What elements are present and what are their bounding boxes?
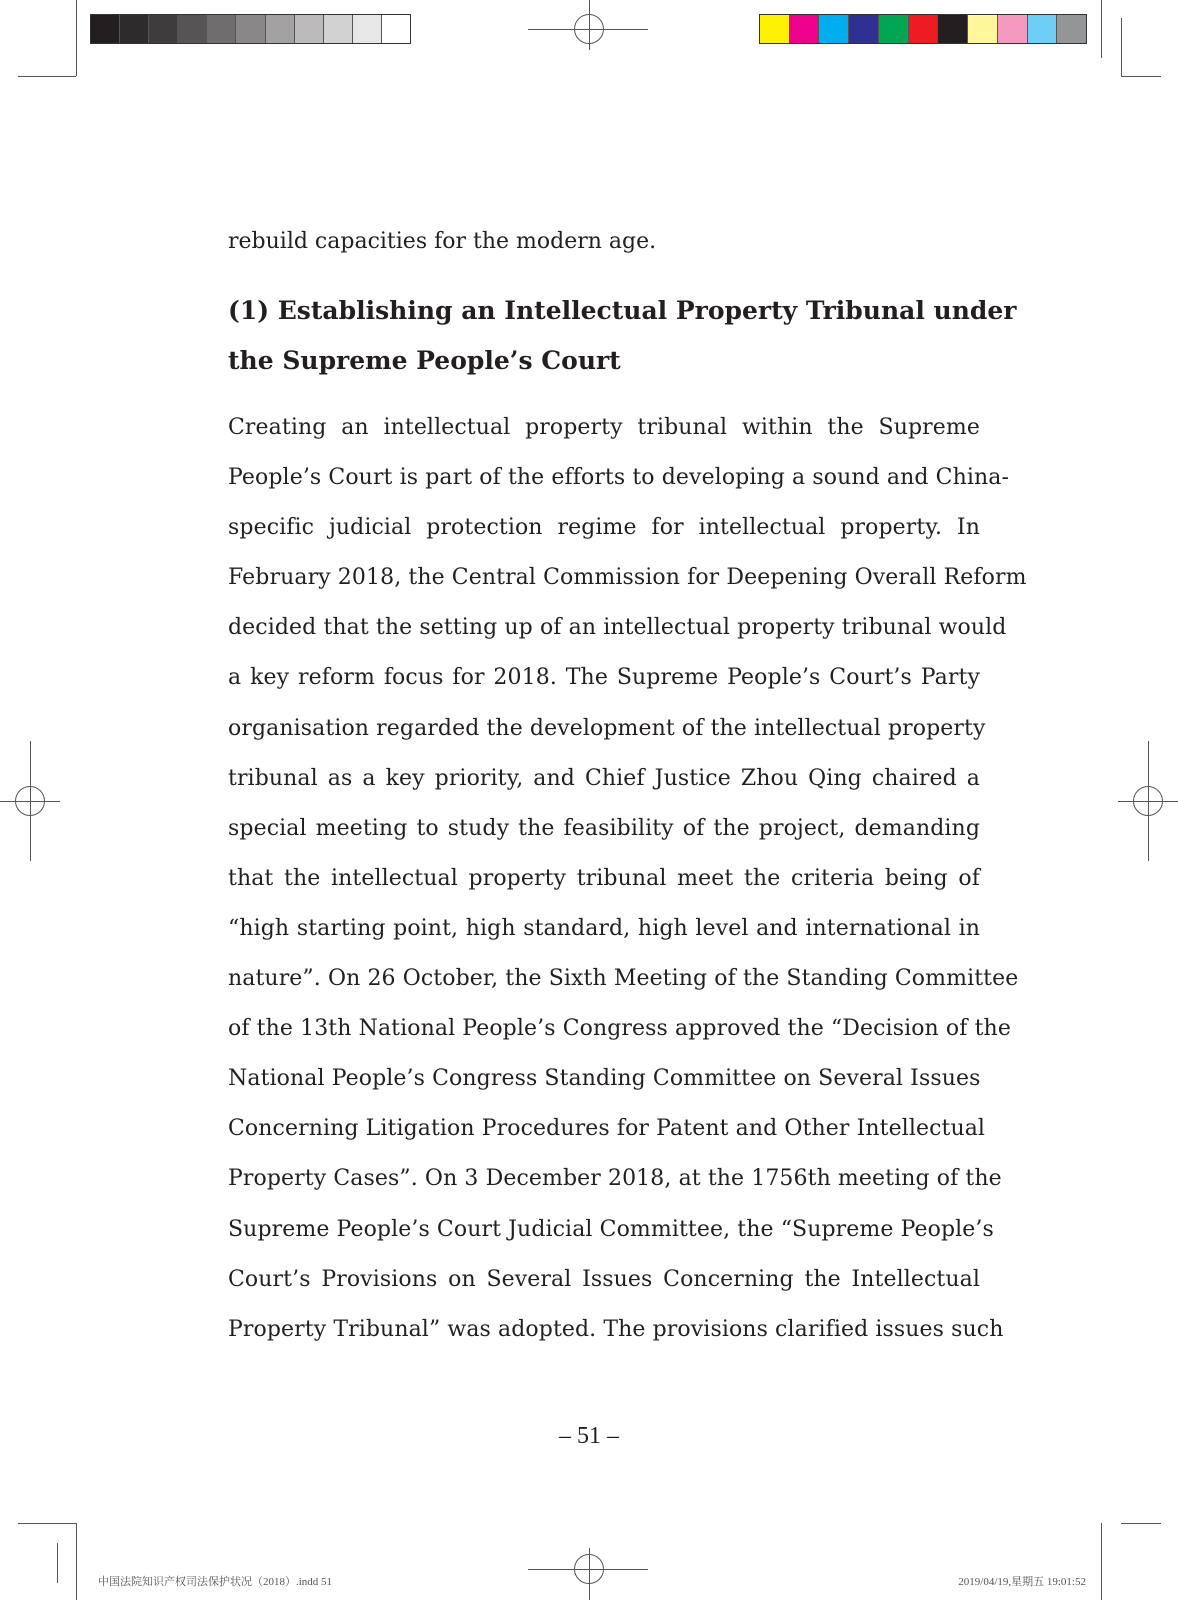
- gray-swatch: [178, 15, 207, 43]
- registration-mark: [30, 741, 31, 861]
- text-line: People’s Court is part of the efforts to developing a sound and China-: [228, 465, 1010, 491]
- text-line: specific judicial protection regime for intellectual property. In: [228, 515, 980, 541]
- color-swatch: [760, 15, 790, 43]
- color-swatch: [1028, 15, 1058, 43]
- process-color-bar: [759, 14, 1087, 44]
- text-line: Supreme People’s Court Judicial Committee, the “Supreme People’s: [228, 1216, 994, 1242]
- crop-mark: [1121, 76, 1161, 77]
- text-line: Property Tribunal” was adopted. The provisions clarified issues such: [228, 1316, 1004, 1342]
- text-line: February 2018, the Central Commission for Deepening Overall Reform: [228, 565, 1027, 591]
- crop-mark: [1121, 1523, 1161, 1524]
- crop-mark: [1121, 18, 1122, 76]
- text-line: that the intellectual property tribunal meet the criteria being of: [228, 865, 980, 891]
- text-line: Court’s Provisions on Several Issues Concerning the Intellectual: [228, 1266, 980, 1292]
- color-swatch: [968, 15, 998, 43]
- gray-swatch: [295, 15, 324, 43]
- heading-line: the Supreme People’s Court: [228, 346, 621, 375]
- color-swatch: [938, 15, 968, 43]
- slug-date-info: 2019/04/19,星期五 19:01:52: [958, 1576, 1086, 1588]
- text-line: Concerning Litigation Procedures for Patent and Other Intellectual: [228, 1116, 986, 1142]
- text-line: of the 13th National People’s Congress approved the “Decision of the: [228, 1016, 1011, 1042]
- gray-swatch: [120, 15, 149, 43]
- text-line: nature”. On 26 October, the Sixth Meeting of the Standing Committee: [228, 966, 1019, 992]
- body-paragraph: [228, 403, 1027, 1355]
- heading-line: (1) Establishing an Intellectual Property Tribunal under: [228, 296, 1017, 325]
- text-line: organisation regarded the development of the intellectual property: [228, 715, 986, 741]
- text-line: “high starting point, high standard, high level and international in: [228, 915, 980, 941]
- text-line: Property Cases”. On 3 December 2018, at the 1756th meeting of the: [228, 1166, 1002, 1192]
- color-swatch: [849, 15, 879, 43]
- crop-mark: [76, 1523, 77, 1600]
- text-line: a key reform focus for 2018. The Supreme People’s Court’s Party: [228, 665, 980, 691]
- registration-mark: [1148, 741, 1149, 861]
- color-swatch: [819, 15, 849, 43]
- color-swatch: [879, 15, 909, 43]
- crop-mark: [18, 1523, 76, 1524]
- color-swatch: [998, 15, 1028, 43]
- crop-mark: [57, 1543, 58, 1583]
- text-line: National People’s Congress Standing Committee on Several Issues: [228, 1066, 981, 1092]
- color-swatch: [790, 15, 820, 43]
- gray-swatch: [91, 15, 120, 43]
- crop-mark: [18, 76, 76, 77]
- gray-swatch: [353, 15, 382, 43]
- crop-mark: [76, 0, 77, 76]
- registration-mark: [589, 1548, 590, 1600]
- page-number: – 51 –: [559, 1423, 619, 1449]
- text-line: tribunal as a key priority, and Chief Justice Zhou Qing chaired a: [228, 765, 980, 791]
- gray-swatch: [236, 15, 265, 43]
- text-line: decided that the setting up of an intellectual property tribunal would: [228, 615, 1007, 641]
- continuation-line: rebuild capacities for the modern age.: [228, 229, 657, 254]
- text-line: Creating an intellectual property tribunal within the Supreme: [228, 415, 980, 440]
- gray-swatch: [324, 15, 353, 43]
- crop-mark: [1101, 1523, 1102, 1600]
- grayscale-color-bar: [90, 14, 411, 44]
- slug-file-info: 中国法院知识产权司法保护状况（2018）.indd 51: [98, 1576, 333, 1588]
- crop-mark: [1101, 0, 1102, 58]
- gray-swatch: [207, 15, 236, 43]
- section-heading: [228, 286, 1017, 386]
- registration-mark: [589, 0, 590, 50]
- gray-swatch: [149, 15, 178, 43]
- color-swatch: [909, 15, 939, 43]
- text-line: special meeting to study the feasibility of the project, demanding: [228, 815, 980, 841]
- gray-swatch: [382, 15, 410, 43]
- color-swatch: [1057, 15, 1086, 43]
- gray-swatch: [266, 15, 295, 43]
